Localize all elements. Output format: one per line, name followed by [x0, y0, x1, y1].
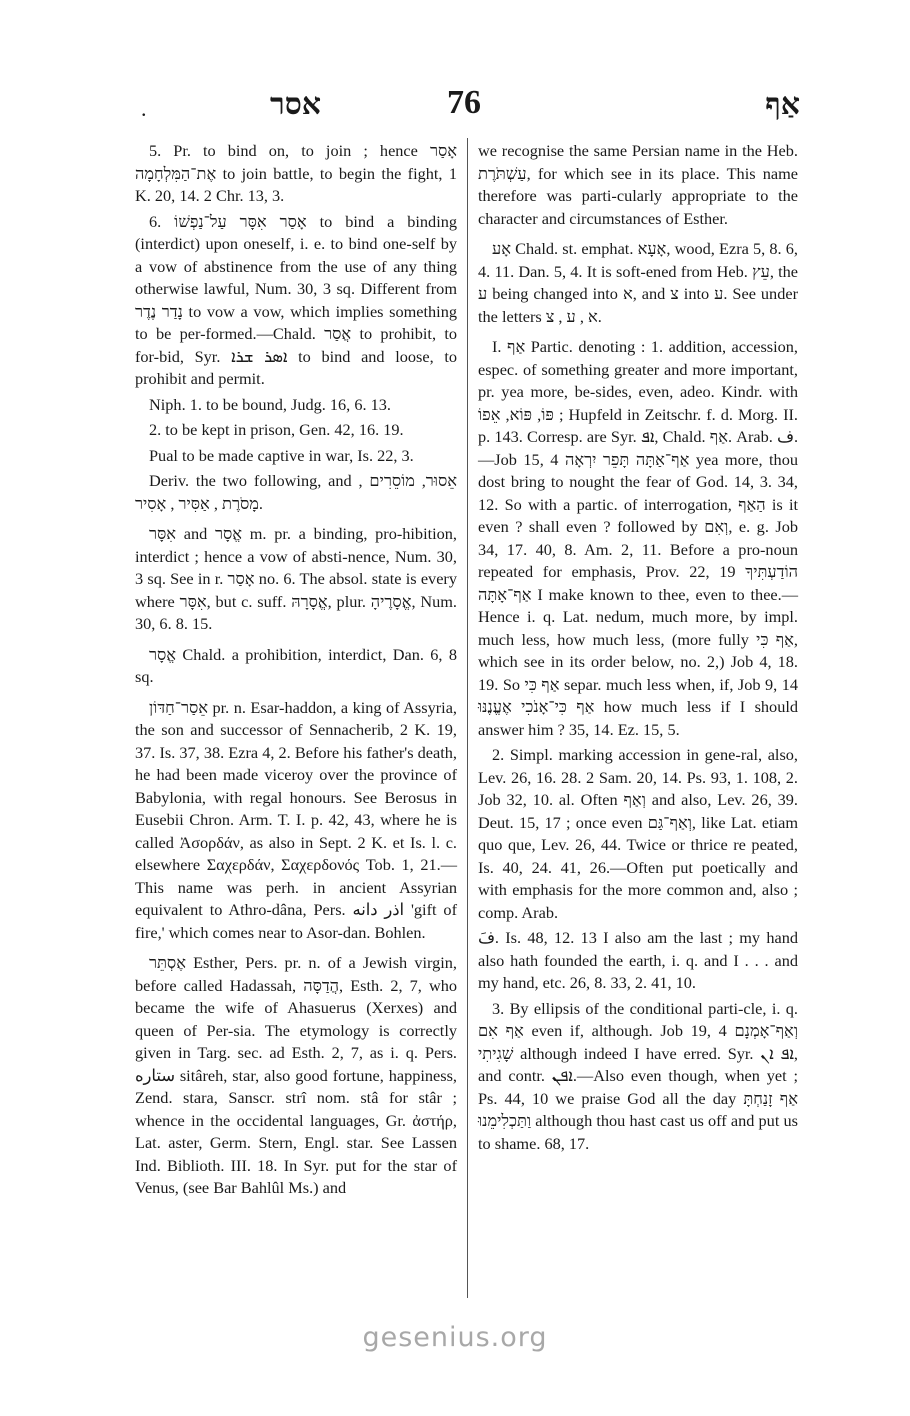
entry-paragraph: فَ. Is. 48, 12. 13 I also am the last ; my hand also hath founded the earth, i. q. and I . . . and my hand, etc. 26, 8. 33, 2. 41, 10.: [478, 928, 798, 992]
column-divider: [467, 138, 468, 1298]
entry-paragraph: אֵסַר־חַדּוֹן pr. n. Esar-haddon, a king of Assyria, the son and successor of Sennacherib, 2 K. 19, 37. Is. 37, 38. Ezra 4, 2. Before his father's death, he had been made viceroy over the province of Babylonia, with regal honours. See Berosus in Eusebii Chron. Arm. T. I. p. 42, 43, where he is called Ἀσορδάν, as also in Sept. 2 K. et Is. l. c. elsewhere Σαχερδάν, Σαχερδονός Tob. 1, 21.—This name was perh. in ancient Assyrian equivalent to Athro-dâna, Pers. اذر دانه 'gift of fire,' which comes near to Asor-dan. Bohlen.: [135, 697, 457, 942]
entry-paragraph: אָע Chald. st. emphat. אָעָא, wood, Ezra 5, 8. 6, 4. 11. Dan. 5, 4. It is soft-ened from Heb. עֵץ, the ע being changed into א, and צ into ע. See under the letters א , ע , צ.: [478, 239, 799, 326]
entry-paragraph: I. אַף Partic. denoting : 1. addition, accession, espec. of something greater and more important, pr. yea more, be-sides, even, adeo. Kindr. with פּוֹ, פּוֹא, אֵפוֹ ; Hupfeld in Zeitschr. f. d. Morg. II. p. 143. Corresp. are Syr. ܐܦ, Chald. אַף. Arab. ف.—Job 15, 4 אַף־אַתָּה תָּפֵר יִרְאָה yea more, thou dost bring to nought the fear of God. 14, 3. 34, 12. So with a partic. of interrogation, הַאַף is it even ? shall even ? followed by וְאִם, e. g. Job 34, 17. 40, 8. Am. 2, 11. Before a pro-noun repeated for emphasis, Prov. 22, 19 הוֹדַעְתִּיךָ אַף־אָתָּה I make known to thee, even to thee.—Hence i. q. Lat. nedum, much more, by impl. much less, how much less, (more fully אַף כִּי, which see in its order below, no. 2,) Job 4, 18. 19. So אַף כִּי separ. much less when, if, Job 9, 14 אַף כִּי־אָנֹכִי אֶעֱנֶנּוּ how much less if I should answer him ? 35, 14. Ez. 15, 5.: [478, 337, 799, 739]
left-column: [135, 140, 457, 1203]
page-number: 76: [447, 84, 481, 121]
entry-paragraph: אֱסָר Chald. a prohibition, interdict, Dan. 6, 8 sq.: [135, 644, 457, 686]
entry-paragraph: Pual to be made captive in war, Is. 22, 3.: [149, 445, 414, 465]
page-header: [135, 84, 800, 128]
entry-paragraph: we recognise the same Persian name in the Heb. עַשְׁתֹּרֶת, for which see in its place. This name therefore was parti-cularly appropriate to the character and circumstances of Esther.: [478, 141, 798, 228]
watermark: gesenius.org: [362, 1322, 548, 1353]
right-column: [478, 140, 798, 1158]
entry-paragraph: 2. Simpl. marking accession in gene-ral, also, Lev. 26, 16. 28. 2 Sam. 20, 14. Ps. 93, 1. 108, 2. Job 32, 10. al. Often וְאַף and also, Lev. 26, 39. Deut. 15, 17 ; once even וְאַף־גַּם, like Lat. etiam quo que, Lev. 26, 44. Twice or thrice re peated, Is. 40, 24. 41, 26.—Often put poetically and with emphasis for the more common and, also ; comp. Arab.: [478, 745, 799, 922]
entry-paragraph: Niph. 1. to be bound, Judg. 16, 6. 13.: [149, 394, 391, 414]
entry-paragraph: 3. By ellipsis of the conditional parti-cle, i. q. אַף אִם even if, although. Job 19, 4 וְאַף־אָמְנָם שָׁגִיתִי although indeed I have erred. Syr. ܐܦ ܐܢ, and contr. ܐܦܢ.—Also even though, when yet ; Ps. 44, 10 we praise God all the day אַף זָנַחְתָּ וַתַּכְלִימֵנוּ although thou hast cast us off and put us to shame. 68, 17.: [478, 998, 799, 1153]
entry-paragraph: 6. אָסַר אִסָּר עַל־נַפְשׁוֹ to bind a binding (interdict) upon oneself, i. e. to bind one-self by a vow of abstinence from the use of any thing otherwise lawful, Num. 30, 3 sq. Different from נָדַר נֶדֶר to vow a vow, which implies something to be per-formed.—Chald. אֲסַר to prohibit, to for-bid, Syr. ܐܣܪ ܫܪܐ to bind and loose, to prohibit and permit.: [135, 211, 458, 388]
entry-paragraph: אֶסְתֵּר Esther, Pers. pr. n. of a Jewish virgin, before called Hadassah, הֲדַסָּה, Esth. 2, 7, who became the wife of Ahasuerus (Xerxes) and queen of Per-sia. The etymology is correctly given in Targ. sec. ad Esth. 2, 7, as i. q. Pers. ستاره sitâreh, star, also good fortune, happiness, Zend. stara, Sanscr. strî nom. stâ for stâr ; whence in the occidental languages, Gr. ἀστήρ, Lat. aster, Germ. Stern, Engl. star. See Lassen Ind. Biblioth. III. 18. In Syr. put for the star of Venus, (see Bar Bahlûl Ms.) and: [135, 953, 457, 1197]
header-right-word: אַף: [765, 88, 800, 121]
entry-paragraph: 5. Pr. to bind on, to join ; hence אָסַר אֶת־הַמִּלְחָמָה to join battle, to begin the fight, 1 K. 20, 14. 2 Chr. 13, 3.: [135, 141, 457, 205]
entry-paragraph: 2. to be kept in prison, Gen. 42, 16. 19.: [149, 420, 404, 439]
entry-paragraph: Deriv. the two following, and אֵסוּר, מוֹסֵרִים , מָסֹרֶת , אַסִּיר , אָסִיר.: [135, 471, 458, 513]
entry-paragraph: אִסָּר and אֱסָר m. pr. a binding, pro-hibition, interdict ; hence a vow of absti-nence, Num. 30, 3 sq. See in r. אָסַר no. 6. The absol. state is every where אִסָּר, but c. suff. אֱסָרָהּ, plur. אֱסָרֶיהָ, Num. 30, 6. 8. 15.: [135, 524, 458, 633]
header-left-word: אסר: [270, 88, 322, 121]
header-dot: .: [141, 96, 147, 121]
